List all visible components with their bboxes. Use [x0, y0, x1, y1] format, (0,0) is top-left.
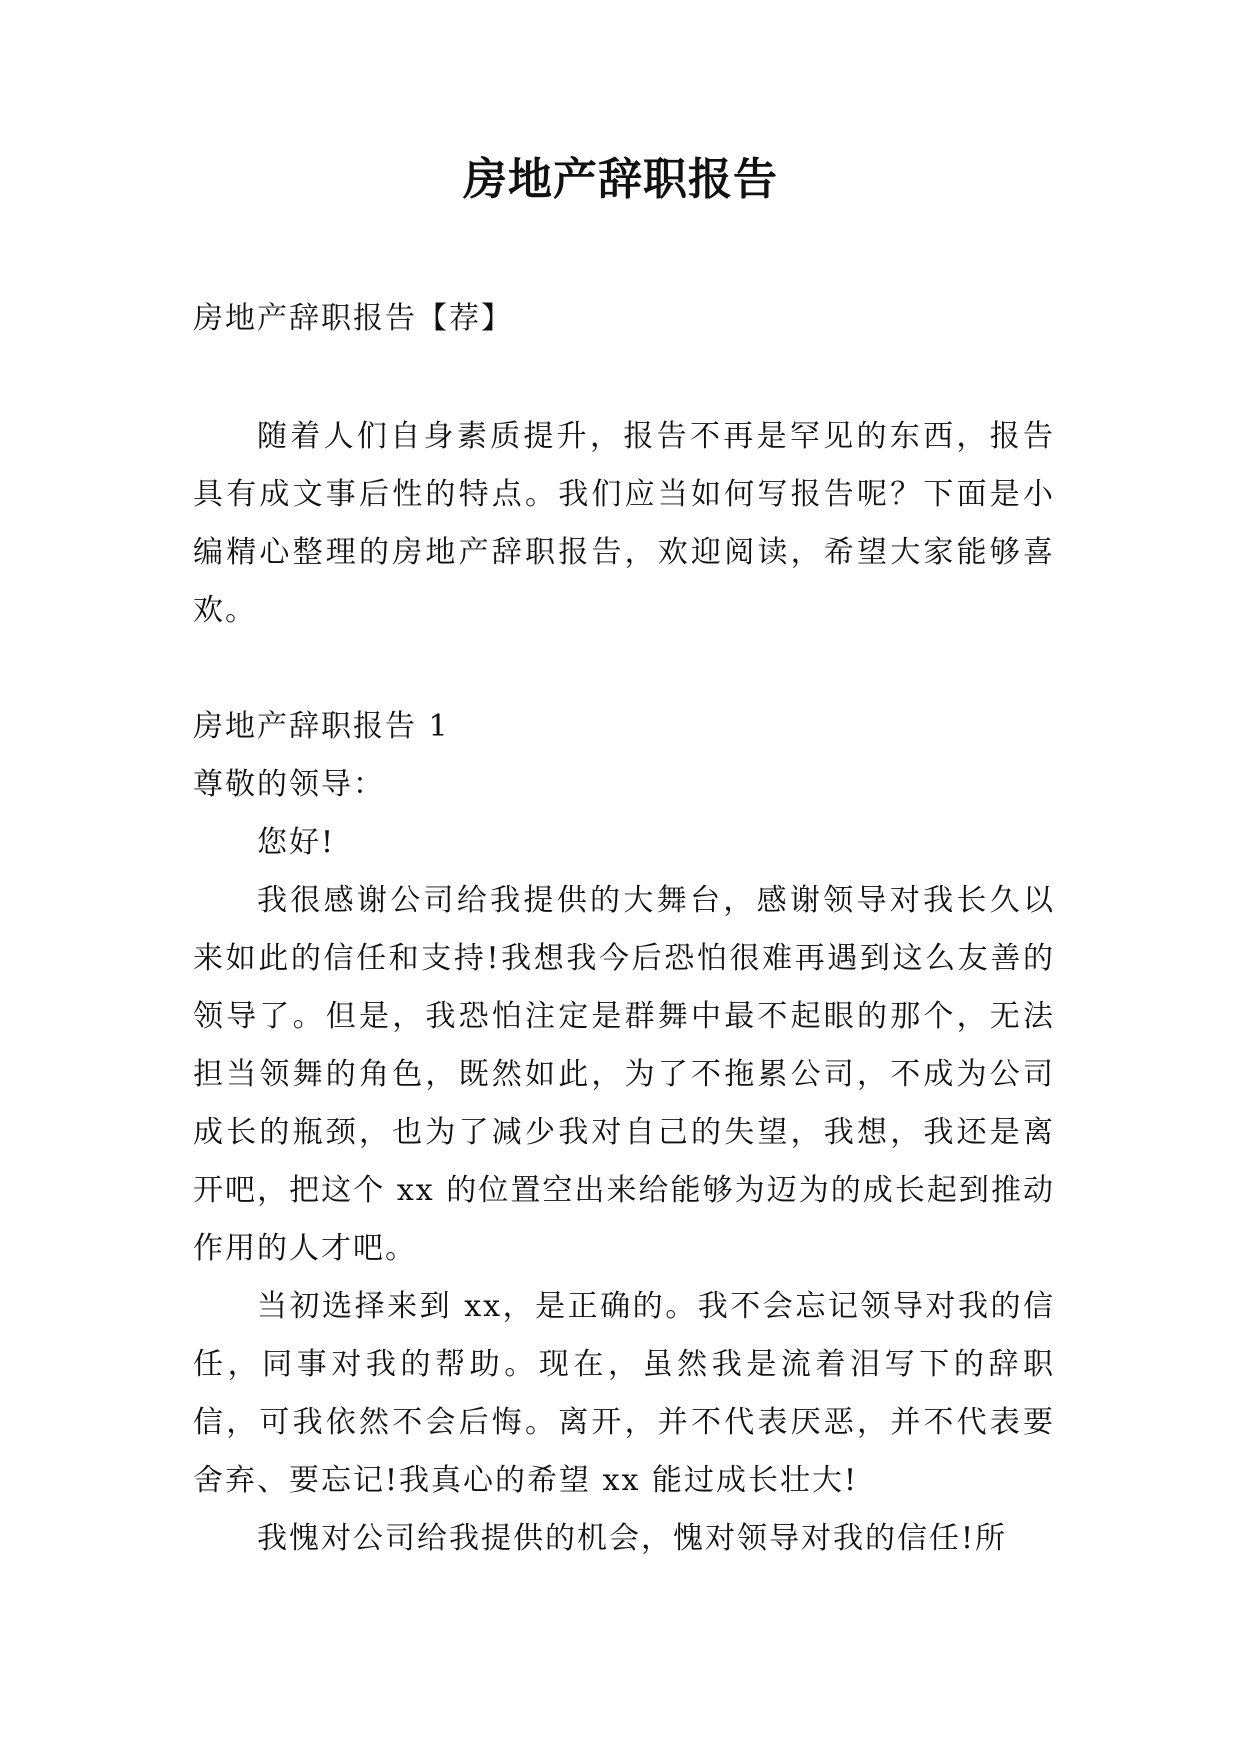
body-paragraph: 我很感谢公司给我提供的大舞台，感谢领导对我长久以来如此的信任和支持!我想我今后恐怕很难再遇到这么友善的领导了。但是，我恐怕注定是群舞中最不起眼的那个，无法担当领舞的角色，既然如此，为了不拖累公司，不成为公司成长的瓶颈，也为了减少我对自己的失望，我想，我还是离开吧，把这个 xx 的位置空出来给能够为迈为的成长起到推动作用的人才吧。	[193, 883, 1055, 1266]
section-heading: 房地产辞职报告 1	[193, 709, 450, 744]
body-paragraph: 当初选择来到 xx，是正确的。我不会忘记领导对我的信任，同事对我的帮助。现在，虽然我是流着泪写下的辞职信，可我依然不会后悔。离开，并不代表厌恶，并不代表要舍弃、要忘记!我真心的希望 xx 能过成长壮大!	[193, 1289, 1055, 1498]
greeting: 您好!	[257, 825, 336, 860]
body-paragraph: 我愧对公司给我提供的机会，愧对领导对我的信任!所	[257, 1521, 1008, 1556]
salutation: 尊敬的领导：	[193, 767, 385, 802]
document-subtitle: 房地产辞职报告【荐】	[193, 301, 513, 336]
intro-paragraph: 随着人们自身素质提升，报告不再是罕见的东西，报告具有成文事后性的特点。我们应当如何写报告呢？下面是小编精心整理的房地产辞职报告，欢迎阅读，希望大家能够喜欢。	[193, 419, 1055, 628]
document-title: 房地产辞职报告	[463, 154, 778, 205]
document-body	[193, 290, 1055, 1568]
